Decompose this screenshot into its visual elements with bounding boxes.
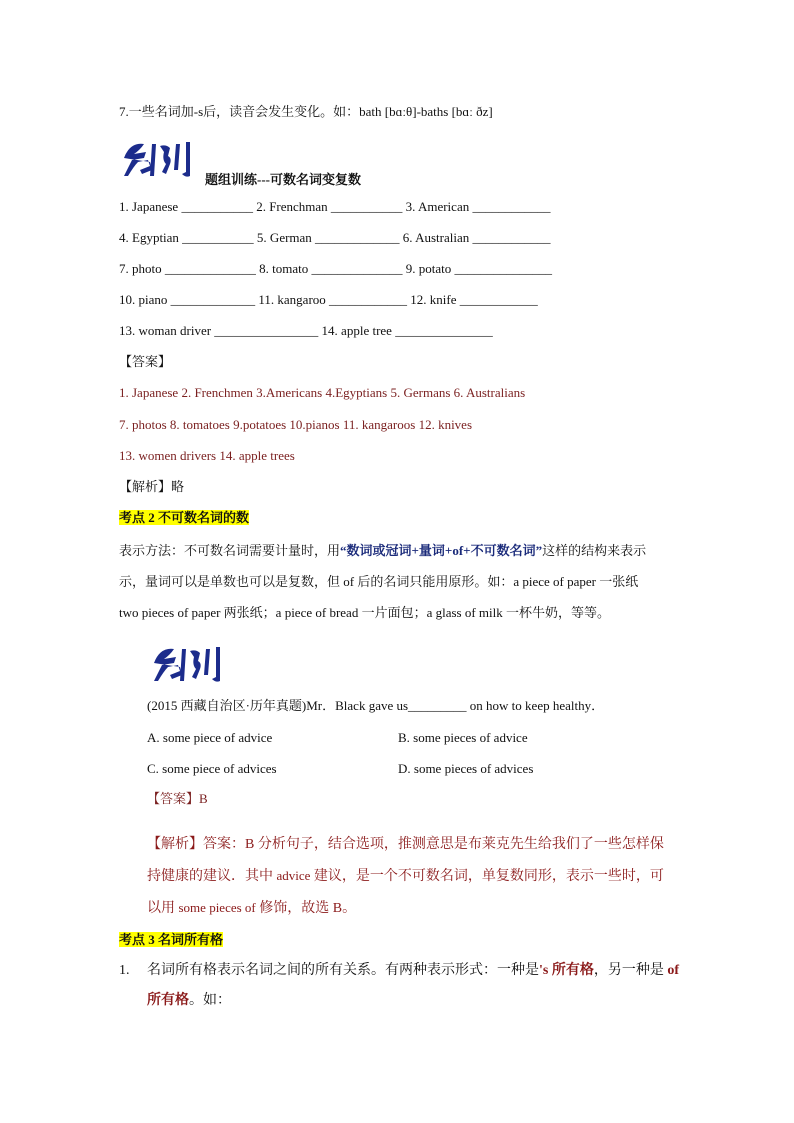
point3-title — [119, 931, 223, 949]
rule-7: 7.一些名词加-s后，读音会发生变化。如：bath [bɑːθ]-baths [bɑː ðz] — [119, 104, 493, 119]
example-logo-icon — [120, 136, 198, 180]
question-analysis-term: advice — [276, 868, 311, 883]
point3-text: 。如： — [189, 993, 231, 1008]
question-analysis-term: some pieces of — [178, 900, 256, 915]
question-analysis-text: 持健康的建议．其中 — [147, 869, 277, 884]
answer-line: 1. Japanese 2. Frenchmen 3.Americans 4.Egyptians 5. Germans 6. Australians — [119, 385, 526, 400]
question-analysis-text: 修饰，故选 B。 — [255, 901, 357, 916]
option-text: some piece of advices — [162, 761, 277, 776]
option-text: some piece of advice — [162, 730, 273, 745]
point2-para-3: two pieces of paper 两张纸；a piece of bread 一片面包；a glass of milk 一杯牛奶，等等。 — [119, 605, 611, 620]
point2-title — [119, 509, 249, 527]
point3-text: ，另一种是 — [593, 963, 668, 978]
exercise-row: 7. photo ______________ 8. tomato ______________ 9. potato _______________ — [119, 261, 552, 276]
option-text: some pieces of advice — [413, 730, 528, 745]
option-text: some pieces of advices — [413, 761, 534, 776]
exercise-row: 13. woman driver ________________ 14. apple tree _______________ — [119, 323, 493, 338]
point3-term: 's 所有格 — [539, 963, 594, 978]
point2-formula: “数词或冠词+量词+of+不可数名词” — [340, 543, 543, 558]
answer-line: 7. photos 8. tomatoes 9.potatoes 10.pianos 11. kangaroos 12. knives — [119, 417, 473, 432]
exercise-row: 1. Japanese ___________ 2. Frenchman ___________ 3. American ____________ — [119, 199, 551, 214]
question-answer — [147, 790, 208, 808]
question-analysis-text: 答案：B 分析句子，结合选项，推测意思是布莱克先生给我们了一些怎样保 — [203, 837, 664, 852]
point2-para-1 — [119, 542, 646, 560]
point2-text: 这样的结构来表示 — [542, 543, 647, 558]
point2-title-text: 考点 2 不可数名词的数 — [119, 510, 250, 525]
example-logo-icon — [150, 641, 228, 685]
exercise-row: 10. piano _____________ 11. kangaroo ____________ 12. knife ____________ — [119, 292, 538, 307]
answer-line: 13. women drivers 14. apple trees — [119, 448, 295, 463]
question-answer-label: 【答案】 — [147, 791, 200, 806]
point3-item-number: 1. — [119, 963, 130, 978]
option-d — [398, 760, 533, 778]
option-letter: C. — [147, 761, 159, 776]
question-answer-value: B — [199, 791, 208, 806]
analysis-value: 略 — [171, 479, 185, 494]
exercise-row: 4. Egyptian ___________ 5. German _____________ 6. Australian ____________ — [119, 230, 551, 245]
point3-term: of — [667, 963, 680, 978]
option-letter: D. — [398, 761, 411, 776]
point2-text: 表示方法：不可数名词需要计量时，用 — [119, 543, 341, 558]
analysis — [119, 478, 184, 496]
question-analysis-label: 【解析】 — [147, 837, 203, 852]
analysis-label: 【解析】 — [119, 479, 172, 494]
option-b — [398, 729, 528, 747]
practice-title: 题组训练---可数名词变复数 — [205, 172, 361, 187]
question-analysis-text: 以用 — [147, 901, 179, 916]
point2-para-2: 示，量词可以是单数也可以是复数，但 of 后的名词只能用原形。如：a piece of paper 一张纸 — [119, 574, 639, 589]
option-a — [147, 729, 272, 747]
option-letter: A. — [147, 730, 160, 745]
point3-para-1 — [147, 962, 679, 980]
point3-para-2 — [147, 992, 231, 1010]
question-stem: (2015 西藏自治区·历年真题)Mr．Black gave us_________ on how to keep healthy． — [147, 698, 605, 713]
point3-text: 名词所有格表示名词之间的所有关系。有两种表示形式：一种是 — [147, 963, 539, 978]
question-analysis-text: 建议，是一个不可数名词，单复数同形，表示一些时，可 — [310, 869, 664, 884]
question-analysis — [147, 829, 687, 924]
option-c — [147, 760, 277, 778]
option-letter: B. — [398, 730, 410, 745]
point3-term: 所有格 — [147, 993, 189, 1008]
point3-title-text: 考点 3 名词所有格 — [119, 932, 224, 947]
answer-label: 【答案】 — [119, 354, 172, 369]
